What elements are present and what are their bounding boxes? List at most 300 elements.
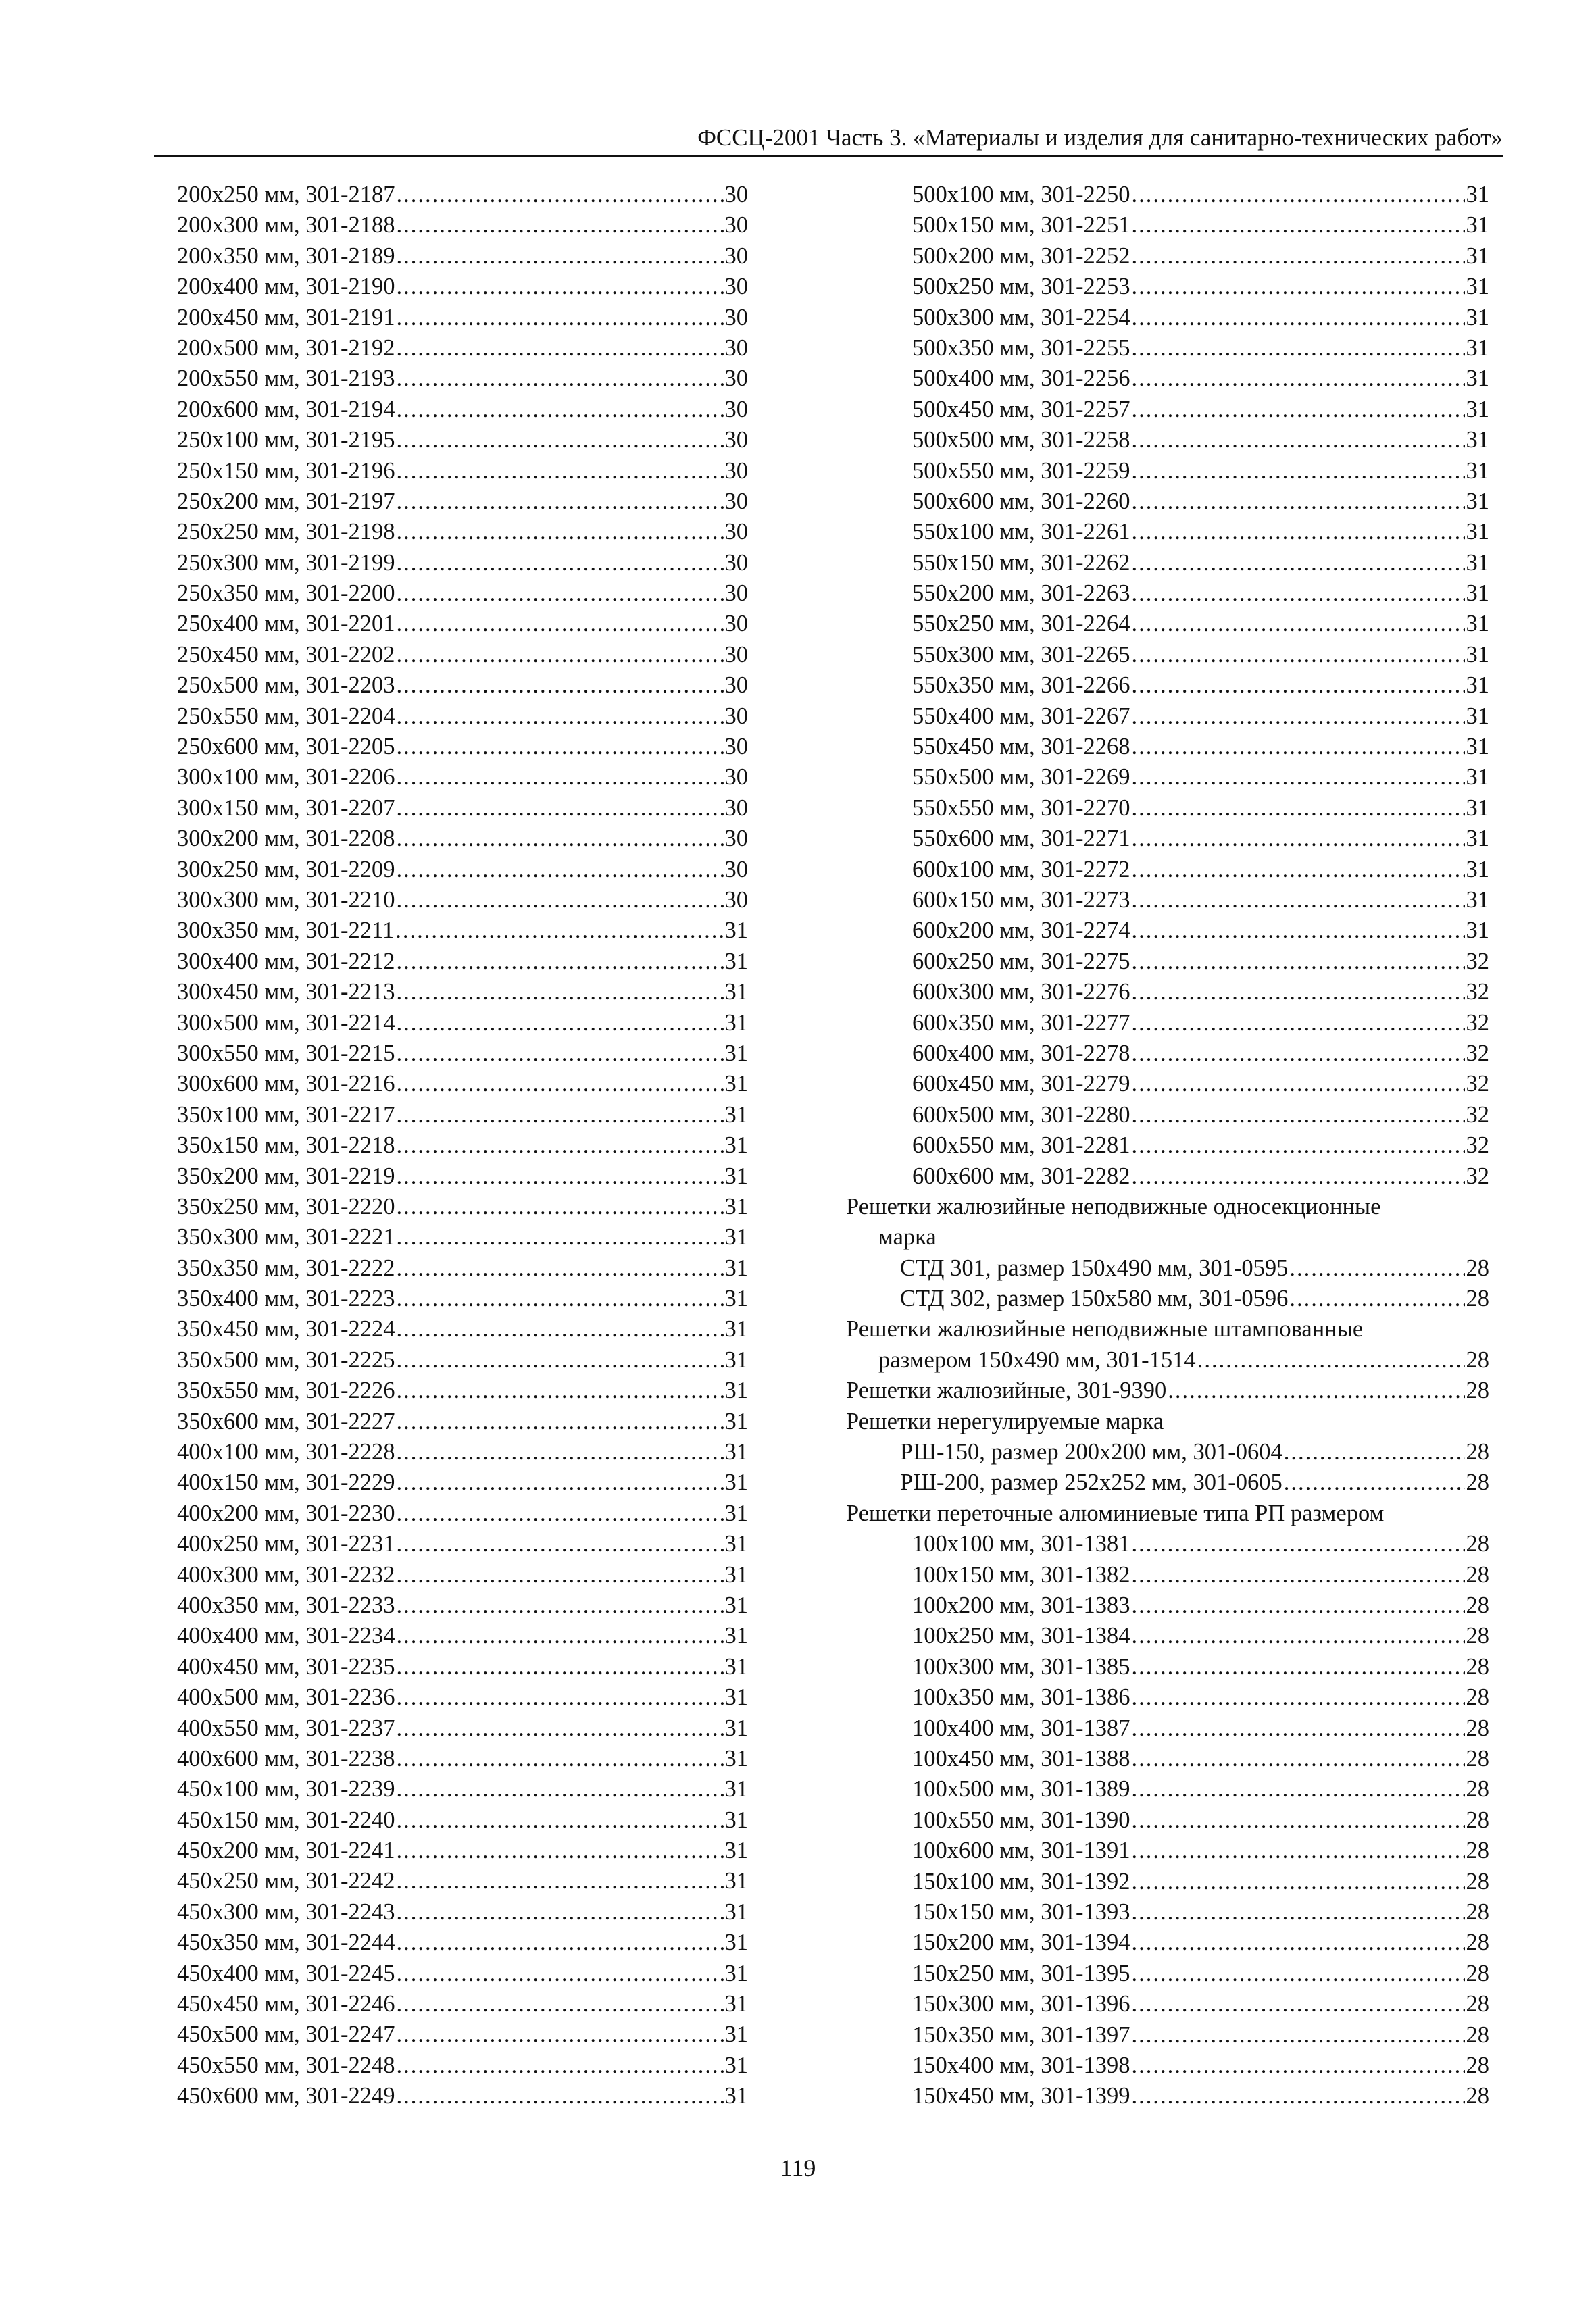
index-entry [177, 1621, 748, 1651]
entry-page-number: 28 [1466, 1960, 1489, 1986]
entry-label: 400x400 мм, 301-2234 [177, 1623, 395, 1649]
entry-page-number: 31 [724, 1193, 748, 1219]
entry-label: 250x550 мм, 301-2204 [177, 703, 395, 729]
index-entry [177, 1100, 748, 1130]
index-entry [846, 1467, 1489, 1498]
index-entry [846, 2020, 1489, 2051]
entry-page-number: 30 [724, 304, 748, 330]
dot-leader [397, 1161, 724, 1192]
entry-label: 400x600 мм, 301-2238 [177, 1745, 395, 1771]
entry-page-number: 31 [1466, 641, 1489, 668]
entry-page-number: 31 [724, 1531, 748, 1557]
entry-page-number: 31 [724, 1653, 748, 1680]
entry-label: 300x600 мм, 301-2216 [177, 1071, 395, 1097]
entry-label: 150x100 мм, 301-1392 [912, 1868, 1130, 1894]
index-entry [846, 241, 1489, 272]
entry-page-number: 28 [1466, 2021, 1489, 2048]
dot-leader [1132, 1161, 1465, 1192]
dot-leader [397, 855, 724, 885]
dot-leader [397, 1590, 724, 1621]
entry-page-number: 28 [1466, 2052, 1489, 2078]
entry-page-number: 28 [1466, 1776, 1489, 1803]
dot-leader [1289, 1253, 1464, 1284]
entry-page-number: 31 [724, 1623, 748, 1649]
index-entry [846, 793, 1489, 824]
entry-page-number: 28 [1466, 1592, 1489, 1619]
entry-label: 150x300 мм, 301-1396 [912, 1991, 1130, 2017]
entry-label: 100x150 мм, 301-1382 [912, 1561, 1130, 1588]
entry-label: 550x200 мм, 301-2263 [912, 580, 1130, 607]
index-entry [846, 1897, 1489, 1928]
entry-page-number: 31 [1466, 549, 1489, 576]
index-entry [846, 1867, 1489, 1897]
dot-leader [397, 2081, 724, 2111]
entry-page-number: 31 [1466, 396, 1489, 422]
index-entry [177, 1130, 748, 1161]
entry-label: 350x200 мм, 301-2219 [177, 1163, 395, 1189]
index-entry [846, 1529, 1489, 1559]
index-entry [846, 303, 1489, 333]
entry-page-number: 30 [724, 703, 748, 729]
index-entry [846, 578, 1489, 609]
index-entry [846, 425, 1489, 455]
index-entry [177, 915, 748, 946]
entry-label: 550x100 мм, 301-2261 [912, 519, 1130, 545]
dot-leader [397, 947, 724, 977]
dot-leader [397, 1897, 724, 1928]
entry-label: 600x250 мм, 301-2275 [912, 948, 1130, 974]
entry-page-number: 31 [1466, 672, 1489, 699]
entry-page-number: 28 [1466, 1439, 1489, 1465]
dot-leader [397, 517, 724, 547]
entry-label: 600x300 мм, 301-2276 [912, 979, 1130, 1005]
entry-page-number: 31 [724, 1040, 748, 1066]
index-entry [846, 855, 1489, 885]
index-column-right [846, 180, 1489, 2112]
entry-page-number: 32 [1466, 1071, 1489, 1097]
dot-leader [1132, 303, 1465, 333]
entry-page-number: 31 [724, 1378, 748, 1404]
dot-leader [1132, 1038, 1465, 1069]
dot-leader [1132, 210, 1465, 241]
entry-label: 150x200 мм, 301-1394 [912, 1930, 1130, 1956]
index-entry [177, 303, 748, 333]
entry-page-number: 32 [1466, 1132, 1489, 1159]
entry-label: 500x550 мм, 301-2259 [912, 457, 1130, 484]
index-entry [846, 915, 1489, 946]
index-entry [177, 395, 748, 425]
entry-page-number: 31 [724, 1930, 748, 1956]
dot-leader [397, 1222, 724, 1253]
entry-label: 350x100 мм, 301-2217 [177, 1101, 395, 1128]
dot-leader [1132, 1652, 1465, 1682]
entry-label: 100x250 мм, 301-1384 [912, 1623, 1130, 1649]
dot-leader [397, 1805, 724, 1836]
entry-page-number: 28 [1466, 1469, 1489, 1496]
index-entry [846, 210, 1489, 241]
entry-page-number: 28 [1466, 1255, 1489, 1281]
dot-leader [1132, 1805, 1465, 1836]
index-entry [177, 824, 748, 854]
entry-page-number: 31 [724, 979, 748, 1005]
entry-page-number: 28 [1466, 1715, 1489, 1741]
entry-label: 300x550 мм, 301-2215 [177, 1040, 395, 1066]
dot-leader [397, 1989, 724, 2019]
entry-page-number: 31 [724, 1898, 748, 1925]
entry-label: 500x350 мм, 301-2255 [912, 334, 1130, 361]
entry-label: 250x350 мм, 301-2200 [177, 580, 395, 607]
entry-label: 300x300 мм, 301-2210 [177, 886, 395, 913]
entry-page-number: 28 [1466, 1286, 1489, 1312]
dot-leader [1284, 1467, 1465, 1498]
entry-page-number: 31 [1466, 826, 1489, 852]
dot-leader [397, 272, 724, 302]
entry-page-number: 31 [724, 1868, 748, 1894]
entry-label: 550x500 мм, 301-2269 [912, 764, 1130, 790]
entry-page-number: 28 [1466, 1653, 1489, 1680]
dot-leader [397, 1467, 724, 1498]
dot-leader [1132, 1529, 1465, 1559]
entry-label: 350x400 мм, 301-2223 [177, 1286, 395, 1312]
entry-label: 350x150 мм, 301-2218 [177, 1132, 395, 1159]
entry-label: 400x250 мм, 301-2231 [177, 1531, 395, 1557]
entry-page-number: 30 [724, 427, 748, 453]
index-entry [177, 241, 748, 272]
entry-page-number: 31 [724, 2083, 748, 2109]
index-entry [846, 1805, 1489, 1836]
entry-label: 400x300 мм, 301-2232 [177, 1561, 395, 1588]
dot-leader [1132, 2051, 1465, 2081]
index-entry [177, 1008, 748, 1038]
index-entry [177, 1682, 748, 1713]
entry-label: Решетки жалюзийные, 301-9390 [846, 1378, 1167, 1404]
dot-leader [397, 701, 724, 732]
page-number: 119 [780, 2155, 816, 2182]
entry-page-number: 31 [1466, 212, 1489, 238]
dot-leader [1289, 1284, 1464, 1314]
entry-page-number: 30 [724, 764, 748, 790]
index-entry [177, 180, 748, 210]
entry-label: РШ-200, размер 252x252 мм, 301-0605 [900, 1469, 1282, 1496]
index-entry [846, 395, 1489, 425]
dot-leader [1132, 2020, 1465, 2051]
index-entry [177, 517, 748, 547]
entry-label: 550x350 мм, 301-2266 [912, 672, 1130, 699]
entry-page-number: 31 [724, 1408, 748, 1434]
dot-leader [397, 1836, 724, 1866]
entry-label: 300x250 мм, 301-2209 [177, 856, 395, 882]
index-entry [177, 456, 748, 486]
entry-page-number: 28 [1466, 1868, 1489, 1894]
index-entry [177, 1713, 748, 1744]
dot-leader [1132, 517, 1465, 547]
entry-label: 200x450 мм, 301-2191 [177, 304, 395, 330]
index-entry [177, 1928, 748, 1958]
dot-leader [1132, 1682, 1465, 1713]
entry-page-number: 30 [724, 856, 748, 882]
index-entry [177, 1560, 748, 1590]
entry-page-number: 31 [724, 1439, 748, 1465]
entry-page-number: 31 [724, 1071, 748, 1097]
entry-label: 200x500 мм, 301-2192 [177, 334, 395, 361]
entry-label: РШ-150, размер 200x200 мм, 301-0604 [900, 1439, 1282, 1465]
dot-leader [397, 1130, 724, 1161]
entry-label: 450x250 мм, 301-2242 [177, 1868, 395, 1894]
dot-leader [397, 1253, 724, 1284]
entry-label: 550x550 мм, 301-2270 [912, 795, 1130, 821]
entry-page-number: 31 [724, 917, 748, 944]
entry-label: 250x500 мм, 301-2203 [177, 672, 395, 699]
entry-page-number: 30 [724, 396, 748, 422]
index-entry [846, 2081, 1489, 2111]
entry-page-number: 31 [1466, 917, 1489, 944]
entry-label: 250x300 мм, 301-2199 [177, 549, 395, 576]
entry-label: 350x550 мм, 301-2226 [177, 1378, 395, 1404]
entry-page-number: 31 [724, 1592, 748, 1618]
entry-page-number: 31 [1466, 304, 1489, 330]
entry-page-number: 31 [724, 1101, 748, 1128]
dot-leader [397, 1652, 724, 1682]
entry-page-number: 31 [724, 1500, 748, 1526]
index-entry [846, 180, 1489, 210]
index-entry [846, 1836, 1489, 1866]
entry-label: 150x250 мм, 301-1395 [912, 1960, 1130, 1986]
entry-label: 150x450 мм, 301-1399 [912, 2083, 1130, 2109]
entry-page-number: 30 [724, 795, 748, 821]
entry-page-number: 30 [724, 734, 748, 760]
dot-leader [1132, 915, 1465, 946]
entry-page-number: 31 [724, 1838, 748, 1864]
dot-leader [1132, 1836, 1465, 1866]
index-entry [846, 1130, 1489, 1161]
entry-page-number: 28 [1466, 1684, 1489, 1711]
entry-label: 450x300 мм, 301-2243 [177, 1898, 395, 1925]
entry-label: 250x400 мм, 301-2201 [177, 611, 395, 637]
entry-label: 250x100 мм, 301-2195 [177, 427, 395, 453]
entry-label: 100x200 мм, 301-1383 [912, 1592, 1130, 1619]
dot-leader [397, 456, 724, 486]
index-entry [846, 1744, 1489, 1774]
entry-label: 400x150 мм, 301-2229 [177, 1469, 395, 1496]
dot-leader [1132, 609, 1465, 639]
dot-leader [1284, 1437, 1465, 1467]
entry-page-number: 31 [724, 1163, 748, 1189]
dot-leader [1132, 363, 1465, 394]
index-entry [177, 210, 748, 241]
dot-leader [397, 1100, 724, 1130]
dot-leader [397, 1008, 724, 1038]
index-entry [177, 855, 748, 885]
running-header: ФССЦ-2001 Часть 3. «Материалы и изделия для санитарно-технических работ» [154, 123, 1503, 157]
index-entry [177, 1253, 748, 1284]
index-heading: Решетки жалюзийные неподвижные штампованные [846, 1316, 1364, 1342]
entry-label: 150x350 мм, 301-1397 [912, 2021, 1130, 2048]
dot-leader [397, 1560, 724, 1590]
entry-label: размером 150x490 мм, 301-1514 [878, 1347, 1196, 1373]
index-entry [177, 333, 748, 363]
dot-leader [1132, 701, 1465, 732]
index-entry [846, 1345, 1489, 1376]
entry-page-number: 31 [724, 948, 748, 974]
entry-page-number: 30 [724, 274, 748, 300]
dot-leader [397, 486, 724, 517]
dot-leader [1132, 1897, 1465, 1928]
entry-label: 300x200 мм, 301-2208 [177, 826, 395, 852]
dot-leader [1132, 1959, 1465, 1989]
entry-label: 550x400 мм, 301-2267 [912, 703, 1130, 729]
index-entry [846, 548, 1489, 578]
entry-label: 250x150 мм, 301-2196 [177, 457, 395, 484]
entry-page-number: 31 [1466, 856, 1489, 882]
index-entry [846, 701, 1489, 732]
index-entry [846, 670, 1489, 701]
dot-leader [397, 425, 724, 455]
entry-page-number: 30 [724, 366, 748, 392]
entry-label: 200x250 мм, 301-2187 [177, 182, 395, 207]
index-entry [177, 1192, 748, 1222]
index-entry [177, 548, 748, 578]
index-entry [846, 609, 1489, 639]
entry-label: 150x400 мм, 301-1398 [912, 2052, 1130, 2078]
index-entry [177, 272, 748, 302]
dot-leader [1132, 1130, 1465, 1161]
entry-label: 400x200 мм, 301-2230 [177, 1500, 395, 1526]
entry-label: 500x500 мм, 301-2258 [912, 427, 1130, 453]
dot-leader [397, 977, 724, 1007]
entry-label: 550x150 мм, 301-2262 [912, 549, 1130, 576]
entry-page-number: 32 [1466, 1009, 1489, 1036]
entry-label: 200x600 мм, 301-2194 [177, 396, 395, 422]
dot-leader [397, 1407, 724, 1437]
index-entry [177, 732, 748, 762]
index-entry [846, 732, 1489, 762]
dot-leader [397, 210, 724, 241]
index-entry [177, 578, 748, 609]
entry-label: 450x550 мм, 301-2248 [177, 2052, 395, 2078]
index-entry [177, 1590, 748, 1621]
entry-page-number: 30 [724, 488, 748, 514]
entry-label: 450x200 мм, 301-2241 [177, 1838, 395, 1864]
index-entry [846, 1713, 1489, 1744]
entry-page-number: 28 [1466, 1807, 1489, 1833]
dot-leader [397, 1038, 724, 1069]
index-entry [846, 1284, 1489, 1314]
dot-leader [1132, 456, 1465, 486]
dot-leader [397, 732, 724, 762]
dot-leader [1132, 885, 1465, 915]
dot-leader [397, 609, 724, 639]
dot-leader [1132, 425, 1465, 455]
dot-leader [1132, 732, 1465, 762]
index-entry [177, 2019, 748, 2050]
entry-page-number: 28 [1466, 1623, 1489, 1649]
dot-leader [397, 1376, 724, 1406]
index-entry [177, 1989, 748, 2019]
index-entry [177, 1161, 748, 1192]
index-entry [846, 1621, 1489, 1651]
entry-label: 450x450 мм, 301-2246 [177, 1991, 395, 2017]
dot-leader [1132, 180, 1465, 210]
dot-leader [397, 1682, 724, 1713]
dot-leader [397, 180, 724, 210]
entry-page-number: 30 [724, 519, 748, 545]
entry-page-number: 28 [1466, 1838, 1489, 1864]
index-entry [846, 1376, 1489, 1406]
entry-label: 550x250 мм, 301-2264 [912, 611, 1130, 637]
dot-leader [397, 793, 724, 824]
dot-leader [397, 2019, 724, 2050]
dot-leader [1132, 1774, 1465, 1805]
dot-leader [397, 241, 724, 272]
dot-leader [1132, 1590, 1465, 1621]
index-entry [846, 824, 1489, 854]
index-entry [846, 363, 1489, 394]
entry-page-number: 30 [724, 672, 748, 699]
entry-page-number: 31 [1466, 703, 1489, 729]
entry-label: 300x350 мм, 301-2211 [177, 917, 395, 944]
dot-leader [397, 1314, 724, 1344]
index-entry [846, 456, 1489, 486]
dot-leader [1132, 272, 1465, 302]
index-entry [846, 977, 1489, 1007]
index-entry [177, 1774, 748, 1805]
dot-leader [1132, 1008, 1465, 1038]
entry-label: 500x150 мм, 301-2251 [912, 212, 1130, 238]
index-entry [177, 762, 748, 793]
entry-label: 350x600 мм, 301-2227 [177, 1408, 395, 1434]
entry-page-number: 28 [1466, 2083, 1489, 2109]
index-entry [846, 1437, 1489, 1467]
entry-label: 450x400 мм, 301-2245 [177, 1960, 395, 1986]
dot-leader [397, 363, 724, 394]
index-entry [846, 517, 1489, 547]
entry-page-number: 31 [1466, 457, 1489, 484]
dot-leader [1132, 824, 1465, 854]
entry-page-number: 31 [724, 1132, 748, 1159]
entry-page-number: 30 [724, 243, 748, 269]
dot-leader [1132, 670, 1465, 701]
dot-leader [397, 1928, 724, 1958]
entry-page-number: 28 [1466, 1930, 1489, 1956]
entry-page-number: 31 [1466, 764, 1489, 790]
entry-label: 100x400 мм, 301-1387 [912, 1715, 1130, 1741]
entry-page-number: 31 [724, 1960, 748, 1986]
dot-leader [397, 1621, 724, 1651]
entry-page-number: 28 [1466, 1991, 1489, 2017]
dot-leader [1132, 1867, 1465, 1897]
entry-label: 400x100 мм, 301-2228 [177, 1439, 395, 1465]
entry-label: 250x200 мм, 301-2197 [177, 488, 395, 514]
entry-label: 400x450 мм, 301-2235 [177, 1653, 395, 1680]
index-entry [846, 1652, 1489, 1682]
entry-label: 400x550 мм, 301-2237 [177, 1715, 395, 1741]
dot-leader [1132, 793, 1465, 824]
entry-page-number: 28 [1466, 1561, 1489, 1588]
entry-label: 500x300 мм, 301-2254 [912, 304, 1130, 330]
index-entry [846, 1590, 1489, 1621]
index-entry [177, 1345, 748, 1376]
entry-page-number: 28 [1466, 1378, 1489, 1404]
index-entry [846, 640, 1489, 670]
dot-leader [397, 1437, 724, 1467]
dot-leader [1132, 1713, 1465, 1744]
entry-page-number: 31 [724, 1347, 748, 1373]
index-entry [177, 947, 748, 977]
entry-page-number: 31 [724, 1224, 748, 1251]
entry-label: 350x450 мм, 301-2224 [177, 1316, 395, 1342]
index-entry [177, 1866, 748, 1896]
entry-label: 250x600 мм, 301-2205 [177, 734, 395, 760]
